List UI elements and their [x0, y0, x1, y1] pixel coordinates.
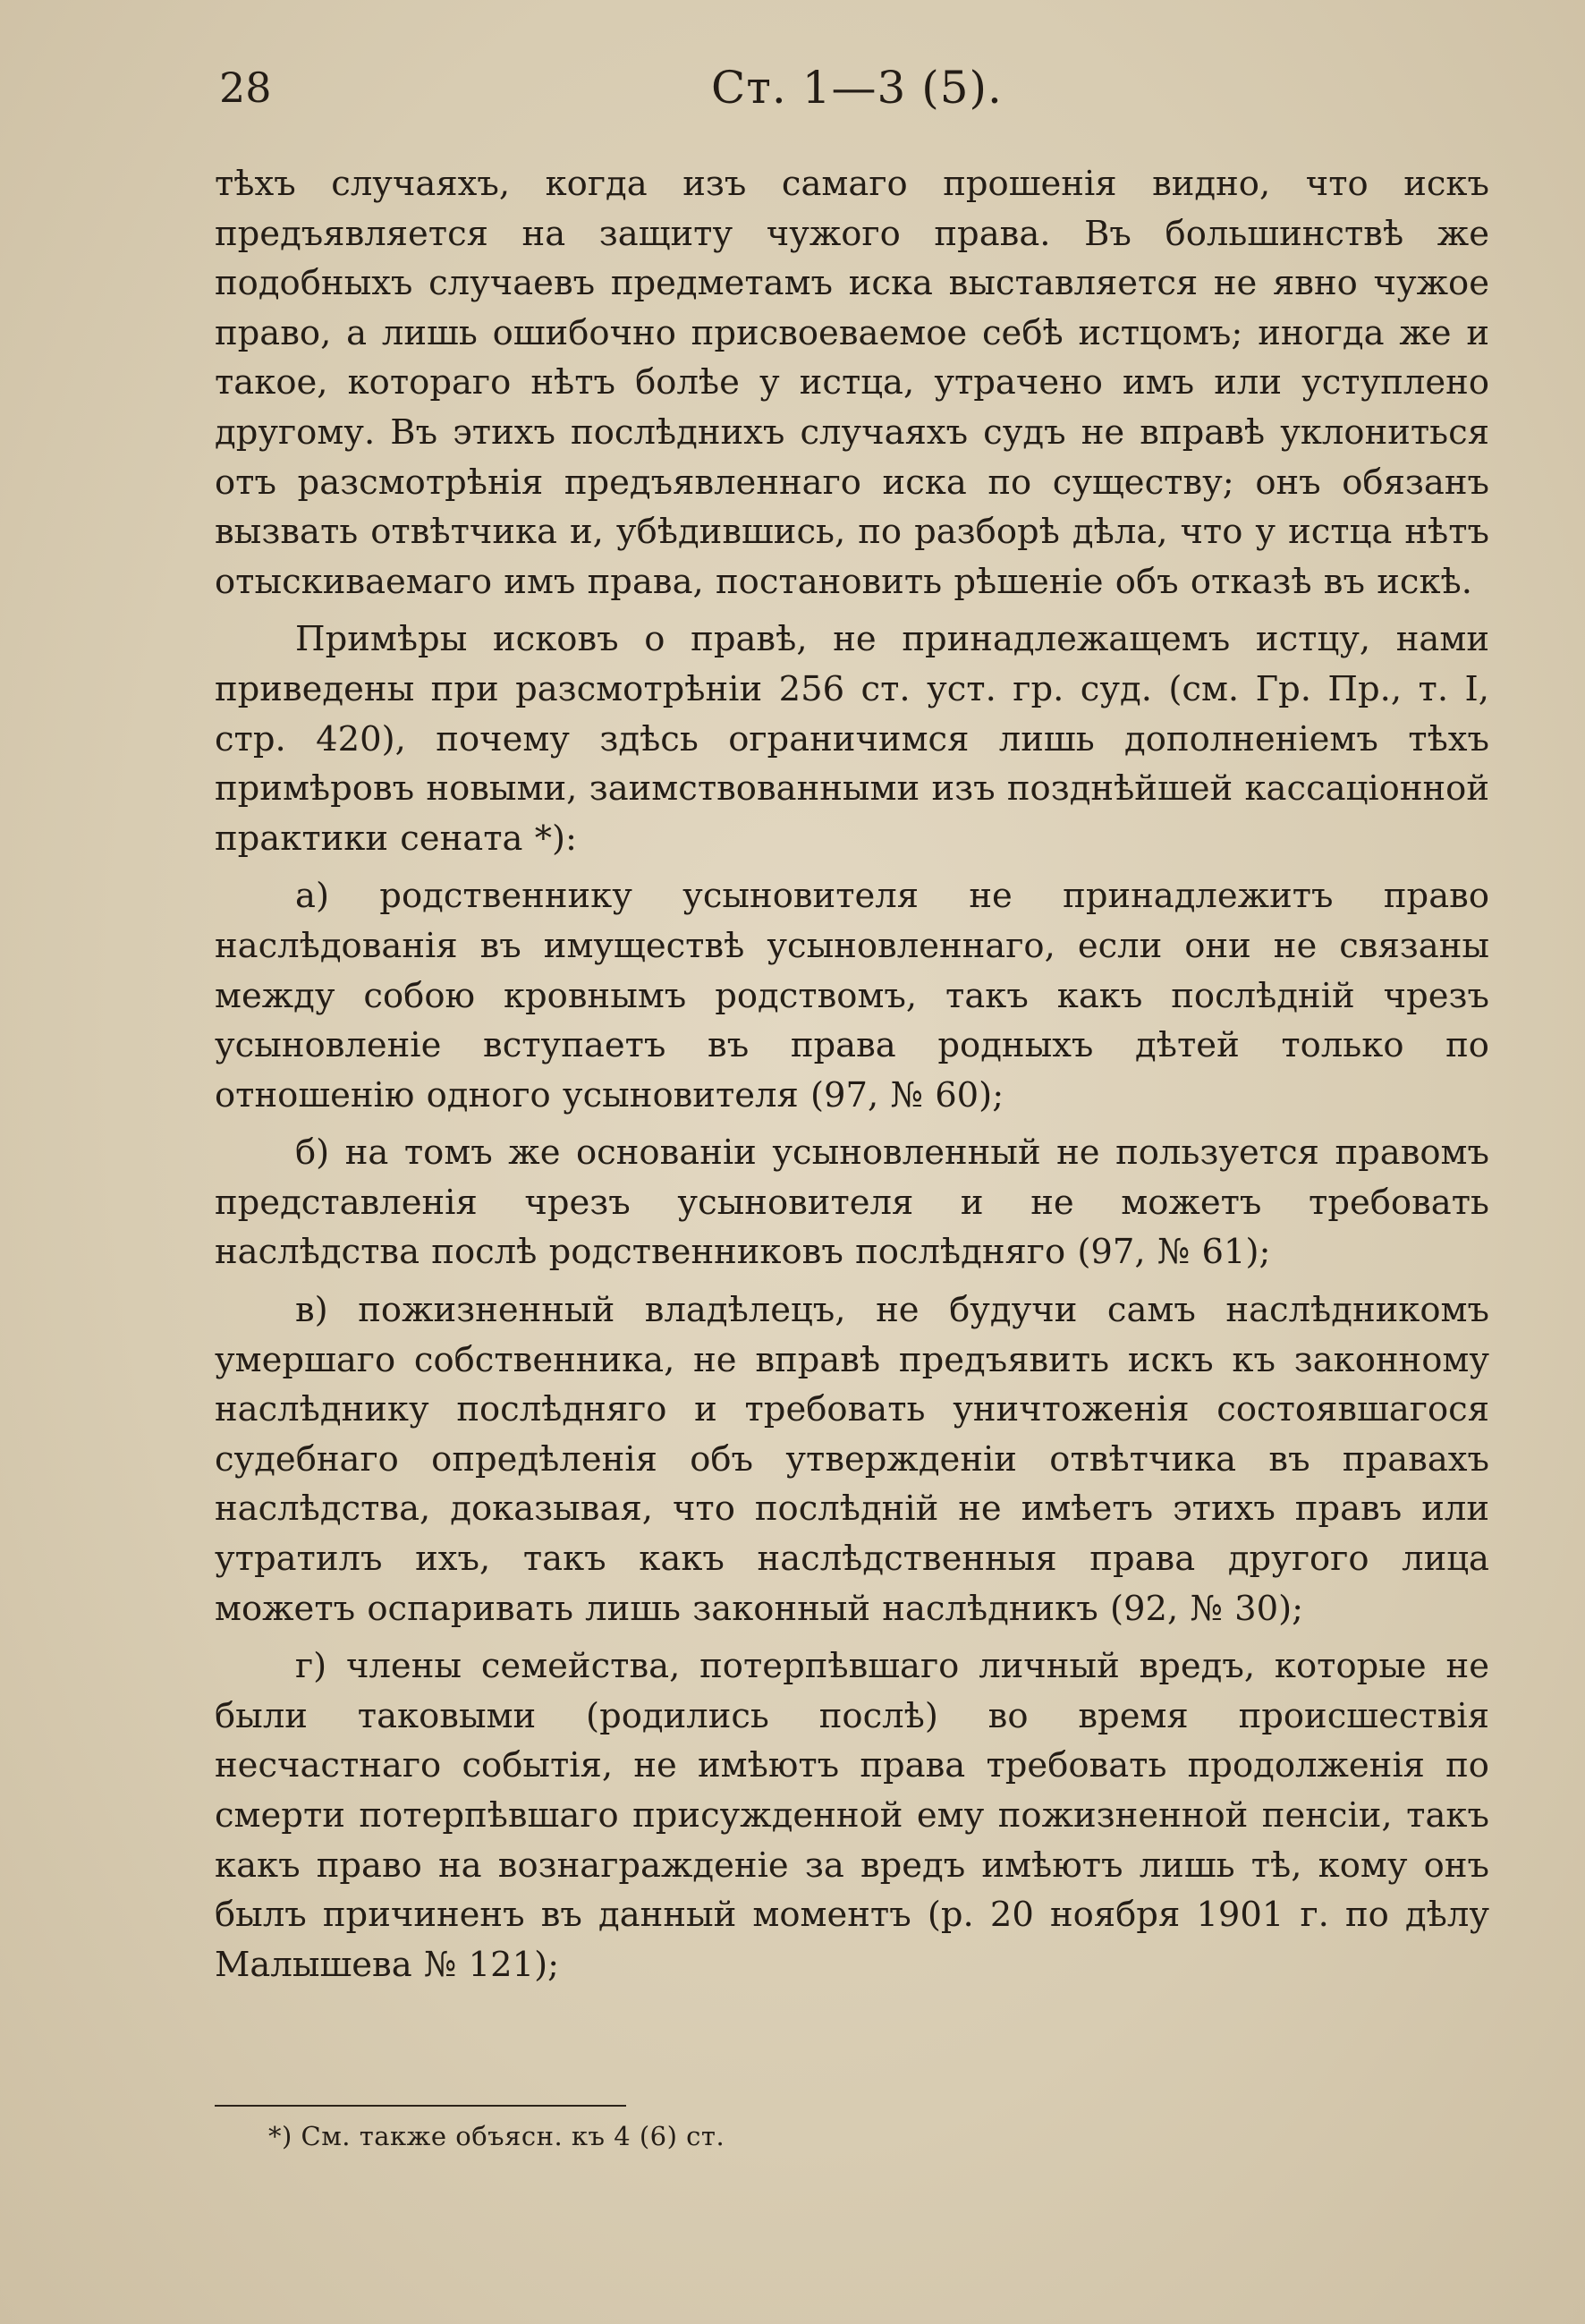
list-item-v: в) пожизненный владѣлецъ, не будучи самъ наслѣдникомъ умершаго собственника, не вправѣ предъявить искъ къ законному наслѣднику послѣдняго и требовать уничтоженія состоявшагося судебнаго опредѣленія объ утвержденіи отвѣтчика въ правахъ наслѣдства, доказывая, что послѣдній не имѣетъ этихъ правъ или утратилъ ихъ, такъ какъ наслѣдственныя права другого лица можетъ оспаривать лишь законный наслѣдникъ (92, № 30);	[215, 1290, 1489, 1629]
list-item-b: б) на томъ же основаніи усыновленный не пользуется правомъ представленія чрезъ усыновителя и не можетъ требовать наслѣдства послѣ родственниковъ послѣдняго (97, № 61);	[215, 1132, 1489, 1273]
running-head: Ст. 1—3 (5).	[711, 62, 1003, 114]
page-header	[219, 52, 1471, 123]
list-item-g: г) члены семейства, потерпѣвшаго личный вредъ, которые не были таковыми (родились послѣ) во время происшествія несчастнаго событія, не имѣютъ права требовать продолженія по смерти потерпѣвшаго присужденной ему пожизненной пенсіи, такъ какъ право на вознагражденіе за вредъ имѣютъ лишь тѣ, кому онъ былъ причиненъ въ данный моментъ (р. 20 ноября 1901 г. по дѣлу Малышева № 121);	[215, 1646, 1489, 1985]
main-text	[215, 159, 1489, 1989]
footnote: *) См. также объясн. къ 4 (6) ст.	[268, 2121, 725, 2151]
footnote-divider	[215, 2105, 626, 2107]
paragraph-examples-intro: Примѣры исковъ о правѣ, не принадлежащемъ истцу, нами приведены при разсмотрѣніи 256 ст. уст. гр. суд. (см. Гр. Пр., т. I, стр. 420), почему здѣсь ограничимся лишь дополненіемъ тѣхъ примѣровъ новыми, заимствованными изъ позднѣйшей кассаціонной практики сената *):	[215, 619, 1489, 859]
page-number: 28	[219, 64, 272, 112]
paragraph-continuation: тѣхъ случаяхъ, когда изъ самаго прошенія видно, что искъ предъявляется на защиту чужого права. Въ большинствѣ же подобныхъ случаевъ предметамъ иска выставляется не явно чужое право, а лишь ошибочно присвоеваемое себѣ истцомъ; иногда же и такое, котораго нѣтъ болѣе у истца, утрачено имъ или уступлено другому. Въ этихъ послѣднихъ случаяхъ судъ не вправѣ уклониться отъ разсмотрѣнія предъявленнаго иска по существу; онъ обязанъ вызвать отвѣтчика и, убѣдившись, по разборѣ дѣла, что у истца нѣтъ отыскиваемаго имъ права, постановить рѣшеніе объ отказѣ въ искѣ.	[215, 164, 1489, 602]
list-item-a: а) родственнику усыновителя не принадлежитъ право наслѣдованія въ имуществѣ усыновленнаго, если они не связаны между собою кровнымъ родствомъ, такъ какъ послѣдній чрезъ усыновленіе вступаетъ въ права родныхъ дѣтей только по отношенію одного усыновителя (97, № 60);	[215, 876, 1489, 1115]
